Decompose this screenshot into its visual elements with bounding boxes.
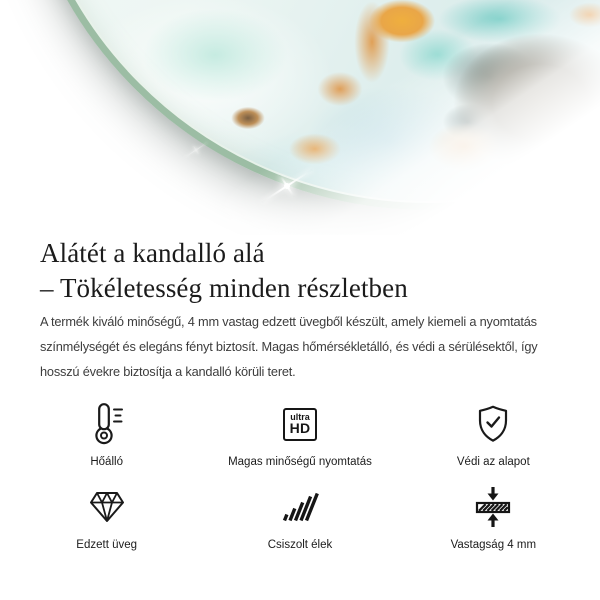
feature-label: Vastagság 4 mm [450, 539, 537, 551]
feature-polished-edges [203, 485, 396, 552]
description-line: A termék kiváló minőségű, 4 mm vastag edzett üvegből készült, amely kiemeli a nyomtatás [40, 314, 537, 329]
description-line: hosszú évekre biztosítja a kandalló körüli teret. [40, 364, 296, 379]
feature-protects-base [397, 402, 590, 469]
features-grid [10, 402, 590, 552]
feature-label: Védi az alapot [456, 456, 530, 468]
ultra-hd-icon [283, 402, 317, 446]
title-line-2: – Tökéletesség minden részletben [40, 273, 408, 303]
polished-edges-icon [281, 485, 319, 529]
shield-check-icon [475, 402, 511, 446]
ultra-hd-badge-bottom: HD [289, 420, 311, 436]
ultra-hd-badge-top: ultra [290, 412, 310, 422]
thickness-icon [473, 485, 513, 529]
feature-label: Magas minőségű nyomtatás [228, 456, 372, 468]
glass-mat-photo [13, 0, 600, 210]
product-image [0, 0, 600, 235]
feature-label: Hőálló [90, 456, 123, 468]
feature-heat-resistant [10, 402, 203, 469]
feature-tempered-glass [10, 485, 203, 552]
description-line: színmélységét és elegáns fényt biztosít. Magas hőmérsékletálló, és védi a sérülésektől, így [40, 339, 538, 354]
feature-label: Edzett üveg [76, 539, 138, 551]
feature-label: Csiszolt élek [267, 539, 333, 551]
thermometer-icon [89, 402, 125, 446]
feature-high-quality-print [203, 402, 396, 469]
feature-thickness [397, 485, 590, 552]
title-line-1: Alátét a kandalló alá [40, 238, 265, 268]
page-title [40, 236, 408, 306]
diamond-icon [87, 485, 127, 529]
product-description [40, 309, 538, 384]
